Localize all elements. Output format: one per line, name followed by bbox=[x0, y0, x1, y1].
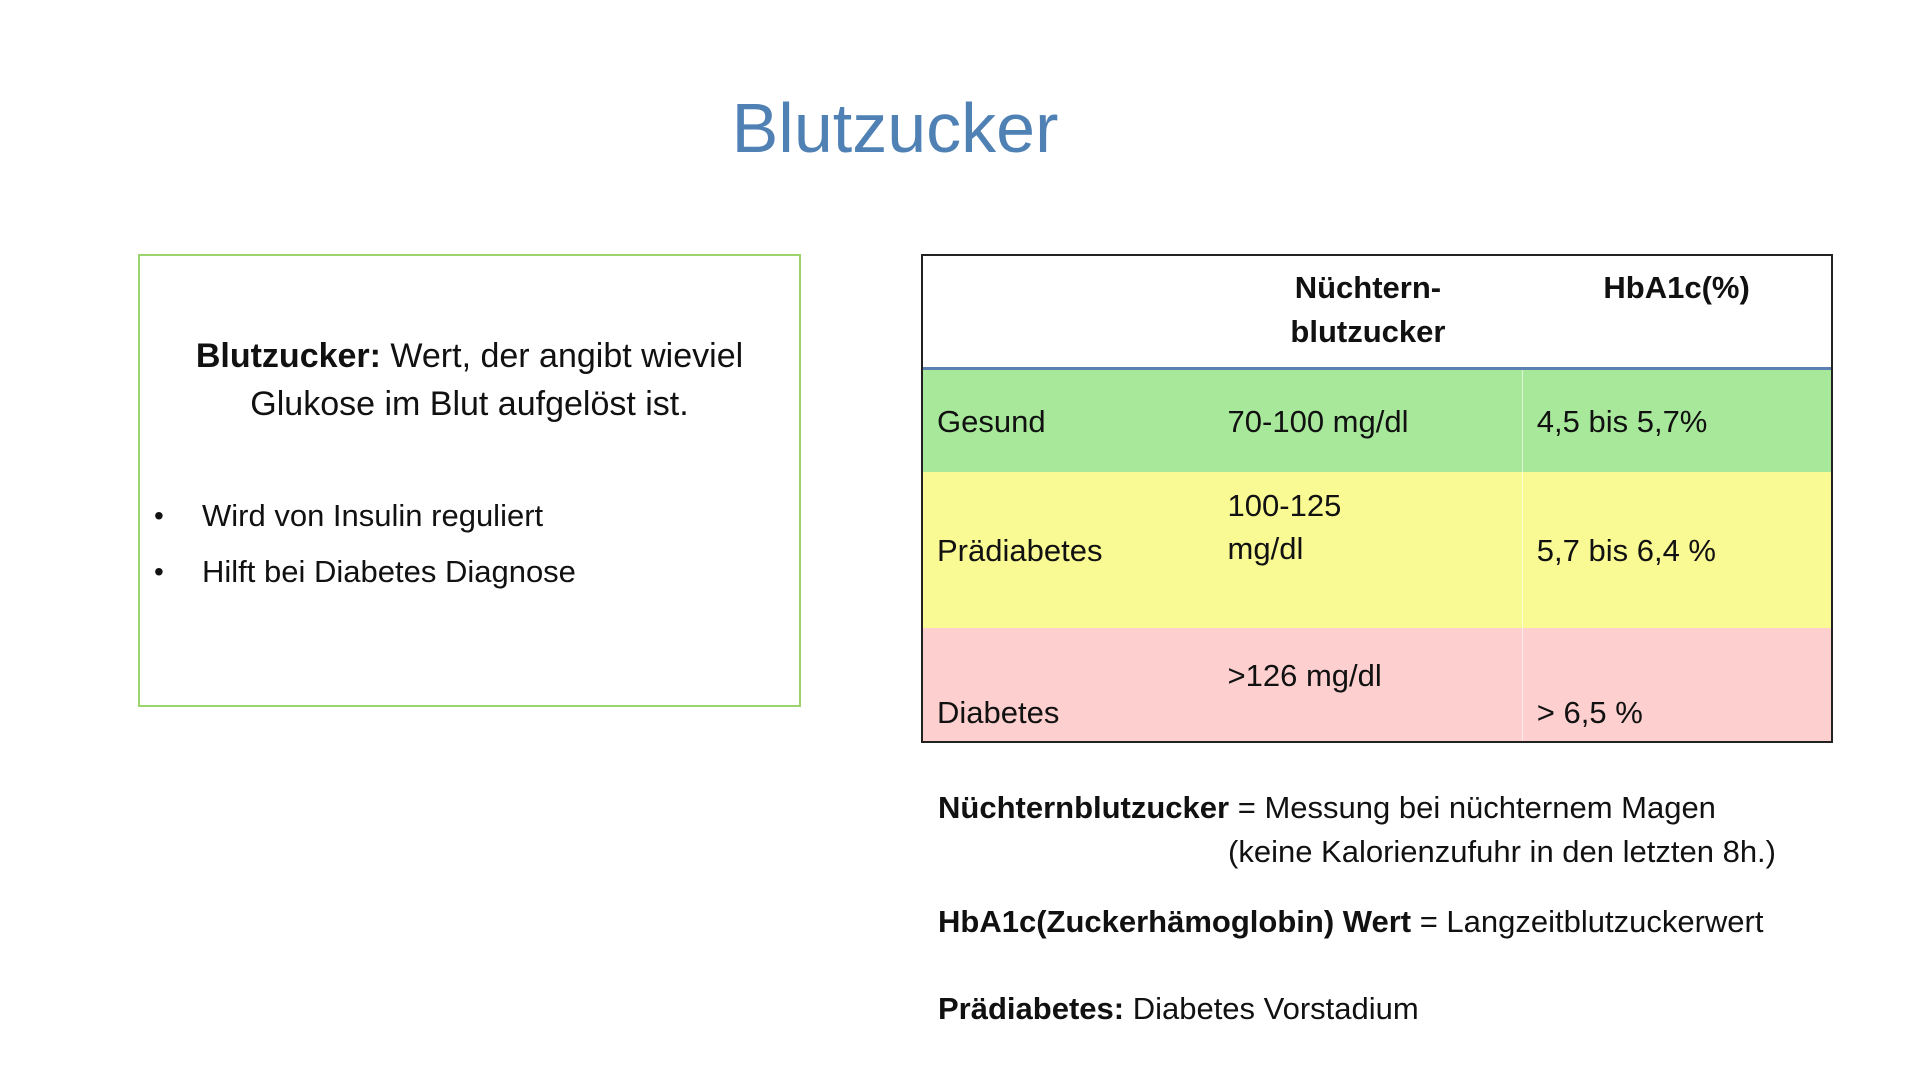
note-praediabetes-definition: Diabetes Vorstadium bbox=[1124, 991, 1419, 1026]
definition-term: Blutzucker: bbox=[195, 337, 381, 375]
fasting-value: >126 mg/dl bbox=[1214, 628, 1523, 743]
page-title: Blutzucker bbox=[731, 89, 1059, 167]
table-row bbox=[923, 472, 1831, 628]
header-hba1c: HbA1c(%) bbox=[1522, 256, 1831, 369]
note-hba1c bbox=[938, 900, 1763, 944]
note-fasting-term: Nüchternblutzucker bbox=[938, 790, 1230, 825]
definition-text bbox=[160, 332, 779, 428]
fasting-value: 70-100 mg/dl bbox=[1214, 369, 1523, 473]
header-empty bbox=[923, 256, 1214, 369]
bullet-text: Hilft bei Diabetes Diagnose bbox=[202, 554, 576, 589]
bullet-icon: • bbox=[154, 500, 164, 531]
list-item bbox=[154, 544, 576, 600]
note-praediabetes bbox=[938, 987, 1419, 1031]
note-fasting-definition: = Messung bei nüchternem Magen bbox=[1229, 790, 1716, 825]
definition-box bbox=[138, 254, 801, 707]
note-fasting-detail: (keine Kalorienzufuhr in den letzten 8h.) bbox=[1228, 834, 1776, 869]
table-header-row bbox=[923, 256, 1831, 369]
note-hba1c-term: HbA1c(Zuckerhämoglobin) Wert bbox=[938, 904, 1412, 939]
fasting-value: 100-125 mg/dl bbox=[1214, 472, 1523, 628]
note-praediabetes-term: Prädiabetes: bbox=[938, 991, 1125, 1026]
table-row bbox=[923, 369, 1831, 473]
definition-description: Wert, der angibt wieviel Glukose im Blut aufgelöst ist. bbox=[250, 337, 744, 423]
table-row bbox=[923, 628, 1831, 743]
row-label-praediabetes: Prädiabetes bbox=[923, 472, 1214, 628]
blood-sugar-table bbox=[921, 254, 1833, 743]
hba1c-value: 5,7 bis 6,4 % bbox=[1522, 472, 1831, 628]
list-item bbox=[154, 488, 576, 544]
hba1c-value: > 6,5 % bbox=[1522, 628, 1831, 743]
bullet-icon: • bbox=[154, 556, 164, 587]
row-label-diabetes: Diabetes bbox=[923, 628, 1214, 743]
header-fasting-blood-sugar: Nüchtern- blutzucker bbox=[1214, 256, 1523, 369]
definition-bullet-list bbox=[154, 488, 576, 600]
note-hba1c-definition: = Langzeitblutzuckerwert bbox=[1411, 904, 1764, 939]
row-label-gesund: Gesund bbox=[923, 369, 1214, 473]
bullet-text: Wird von Insulin reguliert bbox=[202, 498, 544, 533]
hba1c-value: 4,5 bis 5,7% bbox=[1522, 369, 1831, 473]
note-fasting bbox=[938, 786, 1716, 830]
